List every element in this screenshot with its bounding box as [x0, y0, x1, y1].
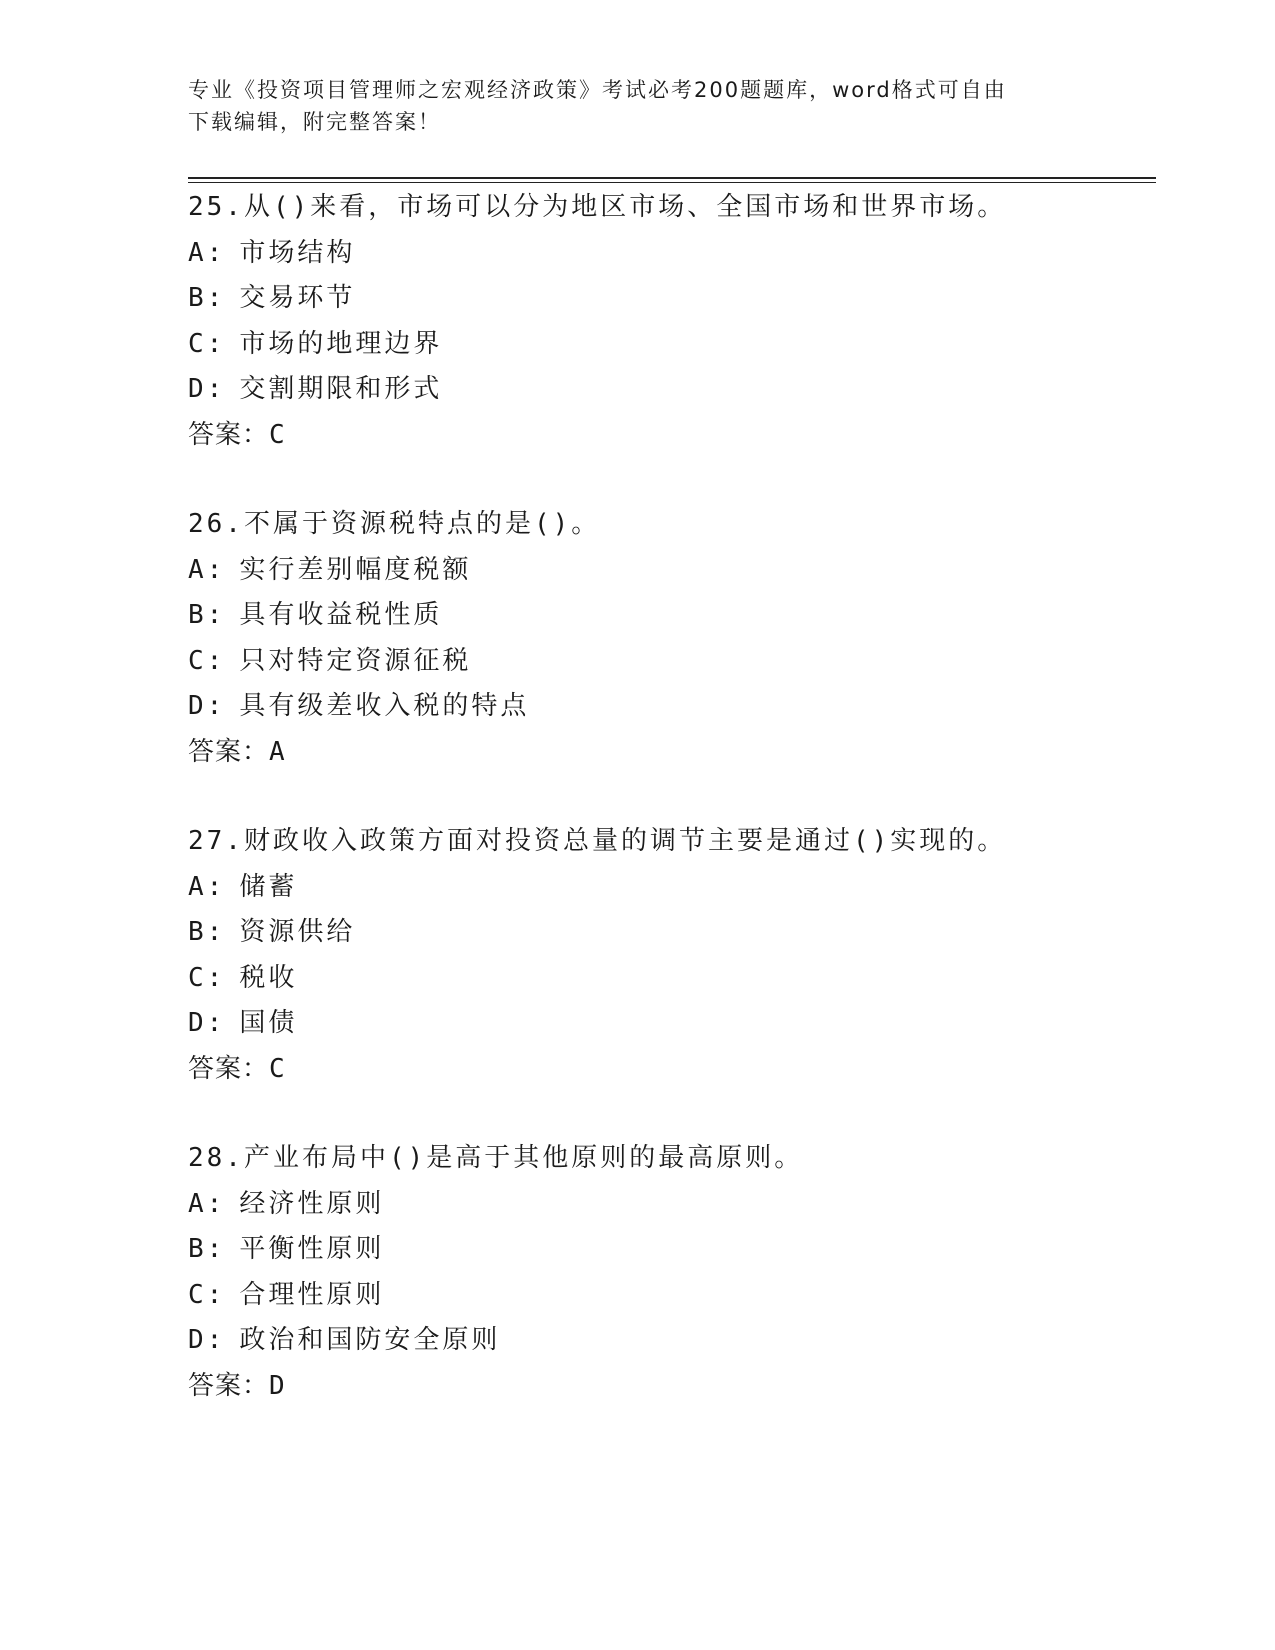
option-a: A: 市场结构: [188, 237, 356, 268]
option-letter: A: [188, 1188, 207, 1219]
header-line-2: 下载编辑，附完整答案！: [188, 110, 441, 134]
option-letter: C: [188, 645, 207, 676]
option-d: D: 交割期限和形式: [188, 374, 443, 404]
answer-value: D: [269, 1370, 286, 1401]
answer-label: 答案：: [188, 419, 270, 450]
answer-line: [188, 730, 1156, 776]
question-27: [188, 819, 1156, 1092]
answer-label: 答案：: [188, 1370, 270, 1401]
option-c: C: 合理性原则: [188, 1279, 385, 1310]
option-text: 税收: [239, 962, 298, 993]
option-letter: A: [188, 554, 207, 585]
question-28: [188, 1136, 1156, 1409]
option-text: 具有收益税性质: [239, 600, 443, 630]
option-b: B: 具有收益税性质: [188, 600, 443, 630]
option-c: C: 市场的地理边界: [188, 328, 443, 359]
option-letter: B: [188, 917, 207, 947]
question-26: [188, 502, 1156, 775]
option-text: 合理性原则: [239, 1279, 385, 1310]
document-header: [188, 74, 1088, 138]
option-c: C: 只对特定资源征税: [188, 645, 472, 676]
question-stem: 26.不属于资源税特点的是()。: [188, 509, 601, 539]
option-text: 交割期限和形式: [239, 374, 443, 404]
option-d: D: 具有级差收入税的特点: [188, 691, 530, 721]
option-letter: B: [188, 1234, 207, 1264]
option-d: D: 政治和国防安全原则: [188, 1325, 501, 1355]
option-b: B: 交易环节: [188, 283, 356, 313]
option-letter: B: [188, 283, 207, 313]
answer-value: C: [269, 1053, 286, 1084]
option-letter: A: [188, 871, 207, 902]
question-stem: 28.产业布局中()是高于其他原则的最高原则。: [188, 1143, 804, 1173]
option-letter: A: [188, 237, 207, 268]
option-a: A: 经济性原则: [188, 1188, 385, 1219]
answer-value: A: [269, 736, 286, 767]
answer-label: 答案：: [188, 1053, 270, 1084]
answer-line: [188, 1364, 1156, 1410]
option-letter: C: [188, 1279, 207, 1310]
option-b: B: 平衡性原则: [188, 1234, 385, 1264]
answer-line: [188, 413, 1156, 459]
answer-line: [188, 1047, 1156, 1093]
answer-value: C: [269, 419, 286, 450]
option-text: 平衡性原则: [239, 1234, 385, 1264]
question-stem: 27.财政收入政策方面对投资总量的调节主要是通过()实现的。: [188, 826, 1007, 856]
answer-label: 答案：: [188, 736, 270, 767]
option-text: 储蓄: [239, 871, 298, 902]
option-text: 具有级差收入税的特点: [239, 691, 530, 721]
option-letter: D: [188, 1325, 207, 1355]
option-text: 国债: [239, 1008, 298, 1038]
question-stem: 25.从()来看，市场可以分为地区市场、全国市场和世界市场。: [188, 192, 1007, 222]
option-letter: C: [188, 328, 207, 359]
option-letter: D: [188, 691, 207, 721]
option-letter: B: [188, 600, 207, 630]
option-text: 实行差别幅度税额: [239, 554, 472, 585]
option-letter: D: [188, 1008, 207, 1038]
option-c: C: 税收: [188, 962, 298, 993]
option-d: D: 国债: [188, 1008, 298, 1038]
option-text: 市场的地理边界: [239, 328, 443, 359]
option-b: B: 资源供给: [188, 917, 356, 947]
option-letter: C: [188, 962, 207, 993]
option-text: 市场结构: [239, 237, 356, 268]
option-text: 经济性原则: [239, 1188, 385, 1219]
option-text: 资源供给: [239, 917, 356, 947]
option-text: 只对特定资源征税: [239, 645, 472, 676]
option-letter: D: [188, 374, 207, 404]
option-a: A: 储蓄: [188, 871, 298, 902]
header-line-1: 专业《投资项目管理师之宏观经济政策》考试必考200题题库，word格式可自由: [188, 78, 1007, 102]
header-divider: [188, 177, 1156, 183]
question-25: [188, 185, 1156, 458]
option-text: 交易环节: [239, 283, 356, 313]
option-a: A: 实行差别幅度税额: [188, 554, 472, 585]
option-text: 政治和国防安全原则: [239, 1325, 501, 1355]
